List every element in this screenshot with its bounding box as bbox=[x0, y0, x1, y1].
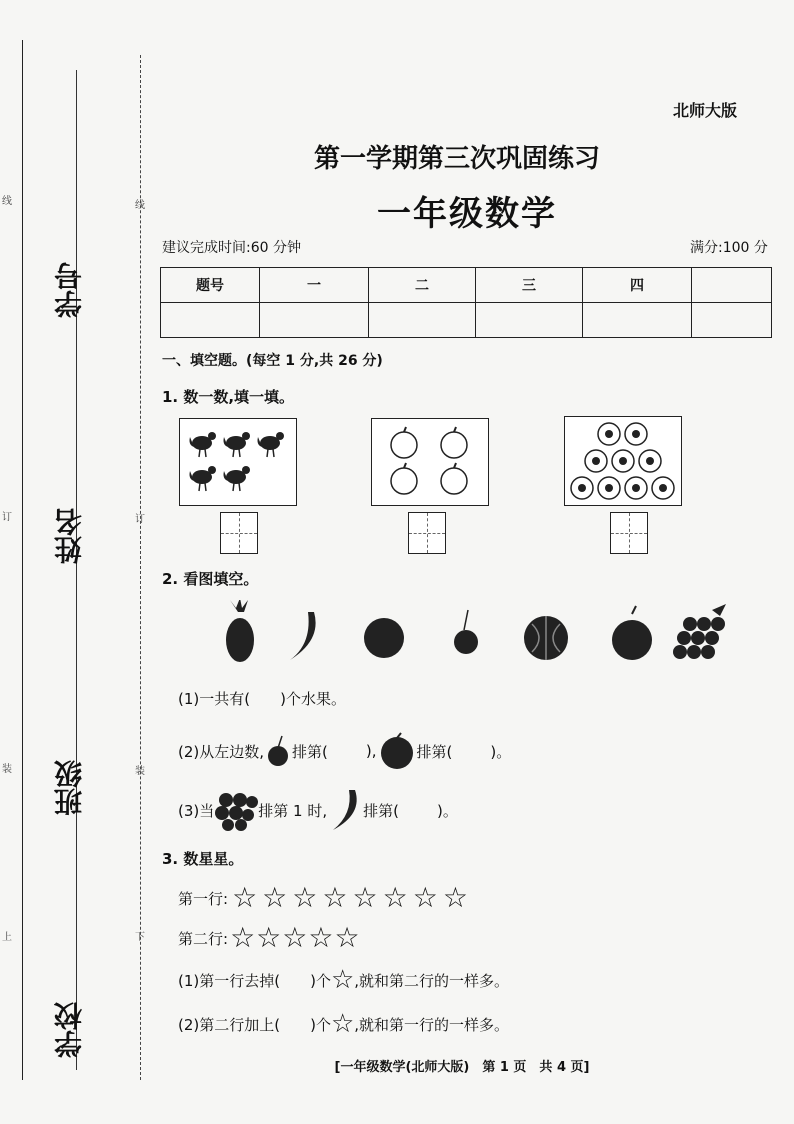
question-1-label: 1. 数一数,填一填。 bbox=[162, 388, 295, 406]
star-icon: ☆ bbox=[282, 921, 309, 954]
star-row-2 bbox=[178, 921, 361, 954]
score-header: 题号 bbox=[161, 268, 260, 303]
row-2-stars bbox=[230, 921, 361, 954]
q3-p2-text-2: )个 bbox=[310, 1015, 331, 1034]
row-2-label: 第二行: bbox=[178, 929, 229, 948]
cherry-icon bbox=[264, 734, 292, 768]
apple-icons bbox=[372, 419, 488, 505]
star-icon: ☆ bbox=[292, 881, 323, 914]
page-footer: [一年级数学(北师大版) 第 1 页 共 4 页] bbox=[334, 1060, 590, 1075]
star-icon: ☆ bbox=[442, 881, 473, 914]
class-label: 班级 bbox=[53, 760, 86, 816]
q3-p1-text-3: ,就和第二行的一样多。 bbox=[354, 971, 510, 990]
question-3-label: 3. 数星星。 bbox=[162, 850, 244, 868]
score-label: 满分:100 分 bbox=[690, 240, 768, 256]
grapes-icon bbox=[673, 604, 726, 659]
star-icon: ☆ bbox=[256, 921, 283, 954]
football-icons bbox=[565, 417, 681, 505]
score-cell[interactable] bbox=[260, 303, 369, 338]
apple-icon bbox=[377, 732, 417, 770]
star-icon: ☆ bbox=[330, 1009, 355, 1039]
mangosteen-icon bbox=[364, 618, 404, 658]
binding-mark-pack-2: 装 bbox=[135, 766, 145, 777]
q2-p1-start: (1)一共有( bbox=[178, 690, 251, 708]
apple-icon bbox=[612, 606, 652, 660]
star-icon: ☆ bbox=[232, 881, 263, 914]
star-icon: ☆ bbox=[330, 965, 355, 995]
binding-mark-pack: 装 bbox=[2, 764, 12, 775]
binding-mark-bind: 订 bbox=[2, 512, 12, 523]
binding-mark-bottom: 下 bbox=[135, 932, 145, 943]
school-label: 学校 bbox=[53, 1002, 86, 1058]
binding-mark-line-2: 线 bbox=[135, 200, 145, 211]
section-1-heading: 一、填空题。(每空 1 分,共 26 分) bbox=[162, 353, 383, 369]
question-3-part-1 bbox=[178, 966, 509, 994]
score-header: 一 bbox=[260, 268, 369, 303]
binding-mark-line: 线 bbox=[2, 196, 12, 207]
star-icon: ☆ bbox=[382, 881, 413, 914]
score-cell[interactable] bbox=[692, 303, 772, 338]
score-header: 三 bbox=[476, 268, 583, 303]
grapes-icon bbox=[214, 788, 258, 832]
watermelon-icon bbox=[524, 616, 568, 660]
football-picture-box bbox=[564, 416, 682, 506]
question-3-part-2 bbox=[178, 1010, 509, 1038]
score-table-score-row bbox=[161, 303, 772, 338]
score-cell[interactable] bbox=[583, 303, 692, 338]
exam-subtitle: 第一学期第三次巩固练习 bbox=[313, 144, 600, 174]
q2-p2-text-4: 排第( bbox=[416, 742, 453, 761]
q3-p1-text-2: )个 bbox=[310, 971, 331, 990]
answer-box-apples[interactable] bbox=[408, 512, 446, 554]
star-icon: ☆ bbox=[230, 921, 257, 954]
star-icon: ☆ bbox=[262, 881, 293, 914]
question-2-part-2 bbox=[178, 732, 511, 770]
q2-p2-text-2: 排第( bbox=[292, 742, 328, 761]
banana-icon bbox=[327, 786, 363, 834]
q2-p1-end: )个水果。 bbox=[280, 690, 346, 708]
name-label: 姓名 bbox=[53, 508, 86, 564]
time-label: 建议完成时间:60 分钟 bbox=[162, 240, 301, 256]
q2-p3-text-3: 排第( bbox=[363, 801, 399, 820]
star-icon: ☆ bbox=[412, 881, 443, 914]
exam-title: 一年级数学 bbox=[377, 194, 557, 234]
fruit-row bbox=[220, 600, 730, 666]
q2-p2-text-5: )。 bbox=[490, 742, 512, 761]
banana-icon bbox=[290, 612, 316, 660]
score-header: 二 bbox=[369, 268, 476, 303]
score-header: 四 bbox=[583, 268, 692, 303]
star-icon: ☆ bbox=[352, 881, 383, 914]
q2-p3-text-2: 排第 1 时, bbox=[258, 801, 328, 820]
binding-mark-top: 上 bbox=[2, 932, 12, 943]
answer-box-footballs[interactable] bbox=[610, 512, 648, 554]
score-header-blank bbox=[692, 268, 772, 303]
q2-p2-text-3: ), bbox=[365, 742, 377, 760]
star-row-1 bbox=[178, 881, 473, 914]
binding-mark-bind-2: 订 bbox=[135, 514, 145, 525]
question-2-part-3 bbox=[178, 786, 458, 834]
score-table-header-row bbox=[161, 268, 772, 303]
star-icon: ☆ bbox=[322, 881, 353, 914]
score-cell[interactable] bbox=[369, 303, 476, 338]
score-cell[interactable] bbox=[161, 303, 260, 338]
row-1-label: 第一行: bbox=[178, 889, 229, 908]
q2-p3-text-4: )。 bbox=[436, 801, 458, 820]
q2-p2-text-1: (2)从左边数, bbox=[178, 742, 265, 761]
question-2-label: 2. 看图填空。 bbox=[162, 570, 259, 588]
student-id-label: 学号 bbox=[53, 262, 86, 318]
star-icon: ☆ bbox=[308, 921, 335, 954]
score-cell[interactable] bbox=[476, 303, 583, 338]
q3-p1-text-1: (1)第一行去掉( bbox=[178, 971, 281, 990]
apple-picture-box bbox=[371, 418, 489, 506]
rooster-picture-box bbox=[179, 418, 297, 506]
edition-label: 北师大版 bbox=[673, 101, 738, 120]
row-1-stars bbox=[232, 881, 473, 914]
cherry-icon bbox=[454, 610, 478, 654]
score-table bbox=[160, 267, 772, 338]
rooster-icons bbox=[180, 419, 296, 505]
q3-p2-text-1: (2)第二行加上( bbox=[178, 1015, 281, 1034]
q2-p3-text-1: (3)当 bbox=[178, 801, 215, 820]
star-icon: ☆ bbox=[334, 921, 361, 954]
pineapple-icon bbox=[226, 600, 254, 662]
q3-p2-text-3: ,就和第一行的一样多。 bbox=[354, 1015, 510, 1034]
question-2-part-1 bbox=[178, 688, 346, 709]
answer-box-roosters[interactable] bbox=[220, 512, 258, 554]
